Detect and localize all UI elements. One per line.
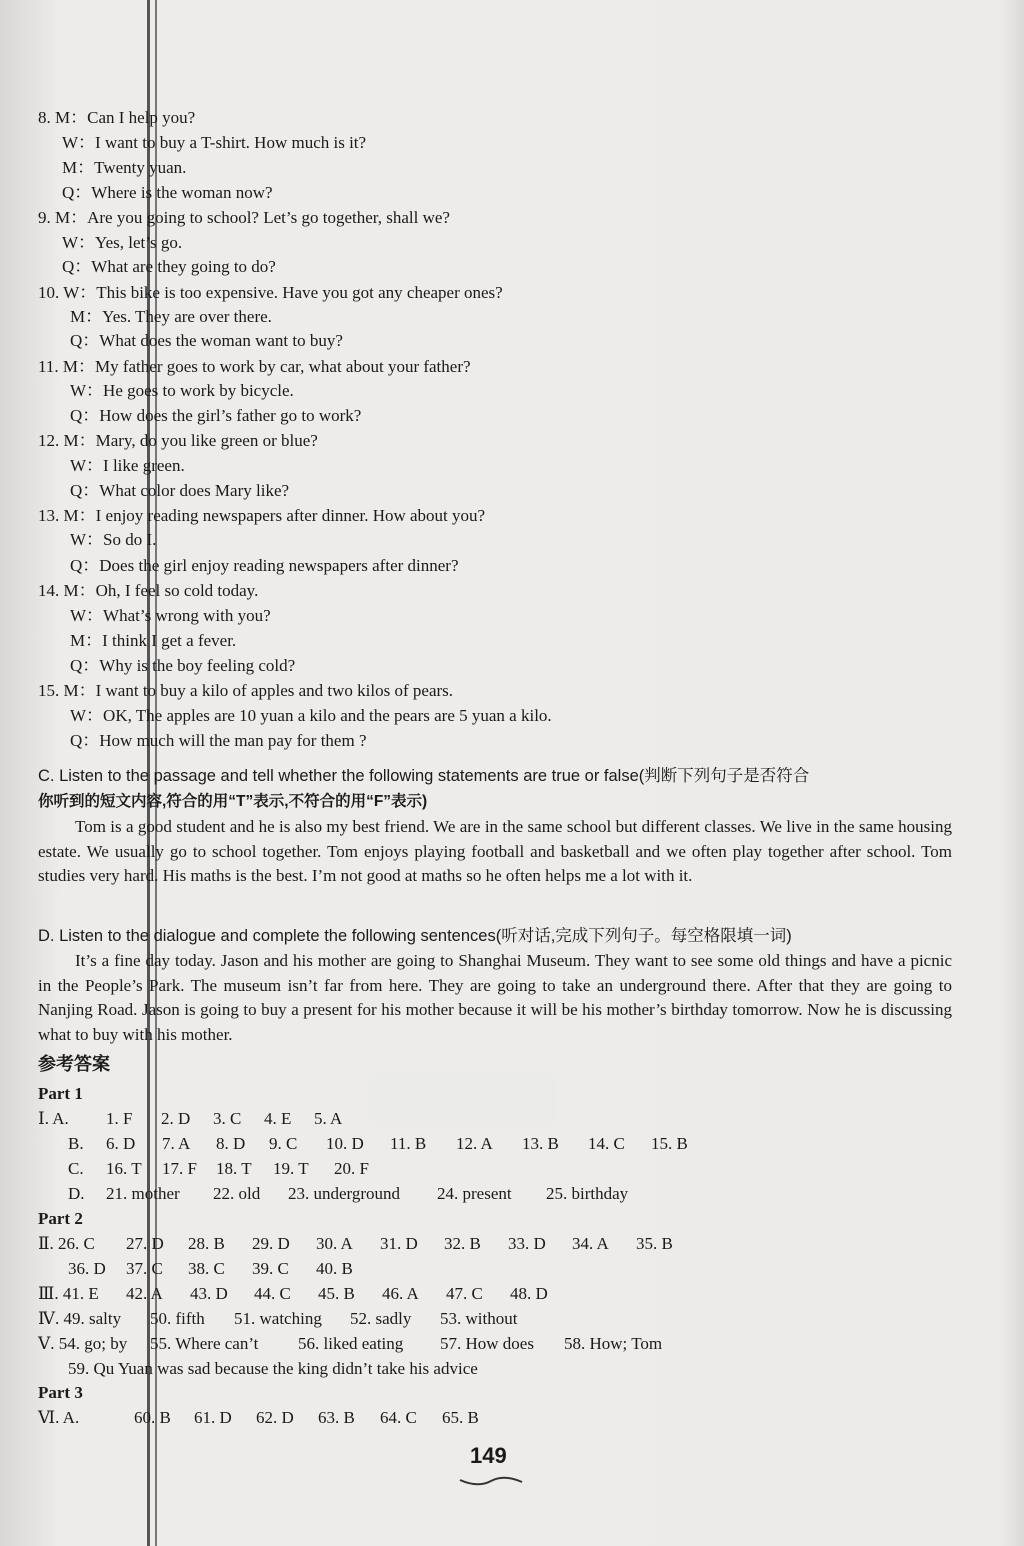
answer-item: 44. C (254, 1284, 291, 1303)
dialogue-line: Q：What are they going to do? (62, 257, 276, 276)
answer-item: 4. E (264, 1109, 292, 1128)
answer-item: 10. D (326, 1134, 364, 1153)
dialogue-line: 13. M：I enjoy reading newspapers after dinner. How about you? (38, 506, 486, 525)
answer-item: 35. B (636, 1234, 673, 1253)
section-c-heading-2: 你听到的短文内容,符合的用“T”表示,不符合的用“F”表示) (38, 793, 428, 810)
answer-item: B. (68, 1134, 84, 1153)
answer-item: 15. B (651, 1134, 688, 1153)
part-2-label: Part 2 (38, 1209, 83, 1228)
answer-item: 65. B (442, 1408, 479, 1427)
dialogue-line: 12. M：Mary, do you like green or blue? (38, 431, 318, 450)
answer-item: 24. present (437, 1184, 512, 1203)
dialogue-line: W：OK, The apples are 10 yuan a kilo and the pears are 5 yuan a kilo. (70, 706, 552, 725)
answer-row (38, 1408, 502, 1428)
answer-item: Ⅲ. 41. E (38, 1284, 99, 1303)
dialogue-line: Q：How much will the man pay for them ? (70, 731, 367, 750)
answer-item: Ⅵ. A. (38, 1408, 80, 1427)
answer-item: 38. C (188, 1259, 225, 1278)
dialogue-line: 14. M：Oh, I feel so cold today. (38, 581, 259, 600)
answer-item: 36. D (68, 1259, 106, 1278)
part-3-label: Part 3 (38, 1383, 83, 1402)
answer-item: 48. D (510, 1284, 548, 1303)
answer-item: Ⅳ. 49. salty (38, 1309, 122, 1328)
answer-item: 51. watching (234, 1309, 322, 1328)
answer-item: 1. F (106, 1109, 133, 1128)
answer-item: 43. D (190, 1284, 228, 1303)
section-c-heading: C. Listen to the passage and tell whether the following statements are true or false(判断下列句子是否符合 (38, 767, 810, 785)
dialogue-line: M：I think I get a fever. (70, 631, 237, 650)
answer-row (68, 1134, 711, 1154)
answer-row (38, 1234, 700, 1254)
answer-row (38, 1334, 684, 1354)
answer-row (38, 1309, 550, 1329)
dialogue-line: W：What’s wrong with you? (70, 606, 271, 625)
answer-row (68, 1159, 394, 1179)
dialogue-line: 15. M：I want to buy a kilo of apples and two kilos of pears. (38, 681, 454, 700)
dialogue-line: Q：What color does Mary like? (70, 481, 290, 500)
answer-item: 3. C (213, 1109, 242, 1128)
answer-item: 9. C (269, 1134, 298, 1153)
section-d-heading: D. Listen to the dialogue and complete the following sentences(听对话,完成下列句子。每空格限填一词) (38, 927, 792, 945)
section-d-passage: It’s a fine day today. Jason and his mother are going to Shanghai Museum. They want to see some old things and have a picnic in the People’s Park. The museum isn’t far from here. They are going to take an underground there. After that they are going to Nanjing Road. Jason is going to buy a present for his mother because it will be his mother’s birthday tomorrow. Now he is discussing what to buy with his mother. (38, 951, 952, 1044)
dialogue-line: Q：How does the girl’s father go to work? (70, 406, 362, 425)
answer-item: 57. How does (440, 1334, 534, 1353)
answer-item: 13. B (522, 1134, 559, 1153)
answer-item: 39. C (252, 1259, 289, 1278)
answer-item: C. (68, 1159, 84, 1178)
answer-item: Ⅰ. A. (38, 1109, 69, 1128)
dialogue-line: M：Yes. They are over there. (70, 307, 272, 326)
answer-item: 27. D (126, 1234, 164, 1253)
answer-item: D. (68, 1184, 85, 1203)
answer-item: 11. B (390, 1134, 427, 1153)
redaction-box (370, 1075, 556, 1125)
answer-row: 59. Qu Yuan was sad because the king didn’t take his advice (68, 1359, 478, 1378)
answer-item: 6. D (106, 1134, 136, 1153)
dialogue-line: Q：Does the girl enjoy reading newspapers after dinner? (70, 556, 459, 575)
answers-title: 参考答案 (38, 1054, 110, 1074)
part-1-label: Part 1 (38, 1084, 83, 1103)
answer-item: 12. A (456, 1134, 493, 1153)
answer-item: 21. mother (106, 1184, 180, 1203)
answer-item: 47. C (446, 1284, 483, 1303)
answer-row (68, 1184, 656, 1204)
answer-row (38, 1109, 364, 1129)
answer-item: 7. A (162, 1134, 191, 1153)
answer-item: 45. B (318, 1284, 355, 1303)
answer-item: 23. underground (288, 1184, 401, 1203)
answer-item: 61. D (194, 1408, 232, 1427)
answer-item: 50. fifth (150, 1309, 205, 1328)
dialogue-line: W：I want to buy a T-shirt. How much is it? (62, 133, 367, 152)
dialogue-line: 11. M：My father goes to work by car, what about your father? (38, 357, 471, 376)
answer-item: 33. D (508, 1234, 546, 1253)
dialogue-line: Q：What does the woman want to buy? (70, 331, 343, 350)
answer-item: 14. C (588, 1134, 625, 1153)
answer-item: 16. T (106, 1159, 142, 1178)
page-ornament-icon (458, 1474, 524, 1488)
answer-item: 46. A (382, 1284, 419, 1303)
dialogue-line: W：So do I. (70, 530, 157, 549)
answer-item: 30. A (316, 1234, 353, 1253)
answer-item: 52. sadly (350, 1309, 412, 1328)
dialogue-line: 8. M：Can I help you? (38, 108, 196, 127)
dialogue-line: Q：Where is the woman now? (62, 183, 273, 202)
answer-row (38, 1284, 574, 1304)
answer-row (68, 1259, 380, 1279)
dialogue-line: W：He goes to work by bicycle. (70, 381, 294, 400)
answer-item: 8. D (216, 1134, 246, 1153)
answer-item: 60. B (134, 1408, 171, 1427)
answer-item: 53. without (440, 1309, 518, 1328)
answer-item: 20. F (334, 1159, 369, 1178)
answer-item: 42. A (126, 1284, 163, 1303)
answer-item: 5. A (314, 1109, 343, 1128)
section-c-passage: Tom is a good student and he is also my best friend. We are in the same school but different classes. We live in the same housing estate. We usually go to school together. Tom enjoys playing football and basketball and we often play together after school. Tom studies very hard. His maths is the best. I’m not good at maths so he often helps me a lot with it. (38, 817, 952, 885)
show-through-texture (560, 95, 980, 1425)
answer-item: 34. A (572, 1234, 609, 1253)
answer-item: 55. Where can’t (150, 1334, 259, 1353)
answer-item: 63. B (318, 1408, 355, 1427)
answer-item: 40. B (316, 1259, 353, 1278)
answer-item: 29. D (252, 1234, 290, 1253)
answer-item: 64. C (380, 1408, 417, 1427)
answer-item: 18. T (216, 1159, 252, 1178)
dialogue-line: M：Twenty yuan. (62, 158, 187, 177)
answer-item: Ⅴ. 54. go; by (38, 1334, 128, 1353)
answer-item: 31. D (380, 1234, 418, 1253)
dialogue-line: 9. M：Are you going to school? Let’s go together, shall we? (38, 208, 450, 227)
answer-item: 62. D (256, 1408, 294, 1427)
answer-item: 19. T (273, 1159, 309, 1178)
dialogue-line: 10. W：This bike is too expensive. Have you got any cheaper ones? (38, 283, 503, 302)
dialogue-line: Q：Why is the boy feeling cold? (70, 656, 296, 675)
answer-item: 58. How; Tom (564, 1334, 663, 1353)
answer-item: 32. B (444, 1234, 481, 1253)
page-number: 149 (470, 1443, 507, 1468)
answer-item: 22. old (213, 1184, 261, 1203)
answer-item: 2. D (161, 1109, 191, 1128)
answer-item: 25. birthday (546, 1184, 629, 1203)
dialogue-line: W：I like green. (70, 456, 185, 475)
answer-item: 56. liked eating (298, 1334, 404, 1353)
answer-item: 17. F (162, 1159, 197, 1178)
answer-item: Ⅱ. 26. C (38, 1234, 95, 1253)
answer-item: 37. C (126, 1259, 163, 1278)
dialogue-line: W：Yes, let’s go. (62, 233, 183, 252)
answer-item: 28. B (188, 1234, 225, 1253)
